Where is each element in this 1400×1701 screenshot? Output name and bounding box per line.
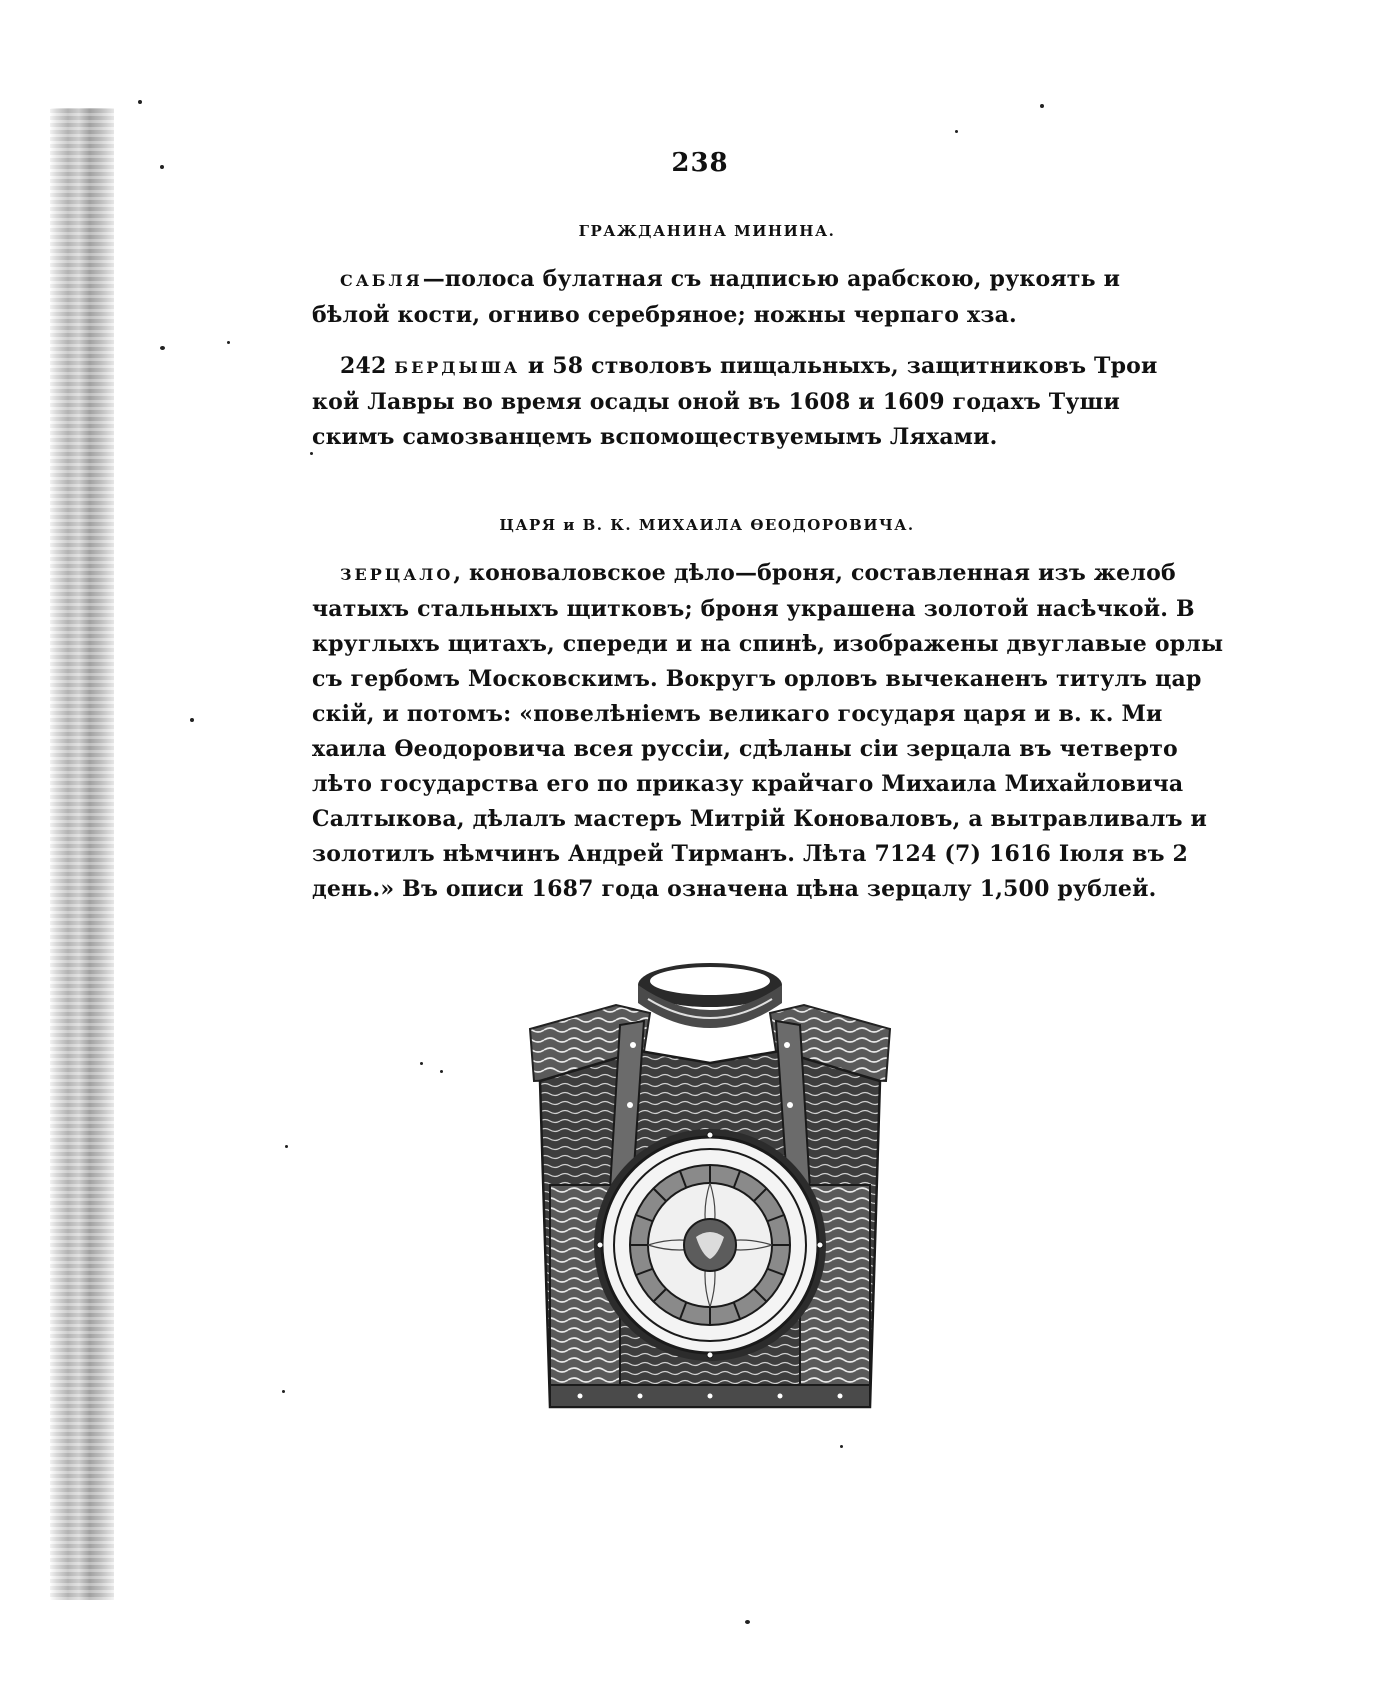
print-speck — [420, 1062, 423, 1065]
text-line — [312, 556, 1176, 592]
lead-word: ЗЕРЦАЛО — [340, 565, 454, 584]
text-line: Салтыкова, дѣлалъ мастеръ Митрій Коноваловъ, а вытравливалъ и — [312, 806, 1208, 832]
print-speck — [190, 718, 194, 722]
print-speck — [840, 1445, 843, 1448]
text-line: скимъ самозванцемъ вспомоществуемымъ Ляхами. — [312, 424, 998, 450]
page-number: 238 — [671, 148, 729, 178]
text-line: скій, и потомъ: «повелѣніемъ великаго государя царя и в. к. Ми — [312, 701, 1163, 727]
print-speck — [440, 1070, 443, 1073]
text-line: кой Лавры во время осады оной въ 1608 и 1609 годахъ Туши — [312, 389, 1120, 415]
text-line: лѣто государства его по приказу крайчаго Михаила Михайловича — [312, 771, 1184, 797]
book-binding-edge — [50, 108, 114, 1600]
line-text: , коноваловское дѣло—броня, составленная изъ желоб — [453, 560, 1176, 586]
line-text: и 58 стволовъ пищальныхъ, защитниковъ Трои — [520, 353, 1158, 379]
print-speck — [745, 1620, 750, 1624]
paragraph-sablya — [312, 262, 1121, 333]
print-speck — [138, 100, 142, 104]
text-line: золотилъ нѣмчинъ Андрей Тирманъ. Лѣта 7124 (7) 1616 Іюля въ 2 — [312, 841, 1189, 867]
line-text: —полоса булатная съ надписью арабскою, рукоять и — [422, 266, 1121, 292]
section-title: ЦАРЯ и В. К. МИХАИЛА ѲЕОДОРОВИЧА. — [499, 516, 915, 534]
text-line: бѣлой кости, огниво серебряное; ножны черпаго хза. — [312, 302, 1017, 328]
lead-word: БЕРДЫША — [394, 358, 521, 377]
paragraph-berdysh — [312, 349, 1158, 455]
print-speck — [160, 346, 165, 350]
text-line — [312, 349, 1158, 385]
text-line: съ гербомъ Московскимъ. Вокругъ орловъ вычеканенъ титулъ цар — [312, 666, 1202, 692]
print-speck — [955, 130, 958, 133]
text-line: круглыхъ щитахъ, спереди и на спинѣ, изображены двуглавые орлы — [312, 631, 1224, 657]
print-speck — [285, 1145, 288, 1148]
print-speck — [282, 1390, 285, 1393]
armour-engraving — [520, 955, 900, 1435]
section-title: ГРАЖДАНИНА МИНИНА. — [578, 222, 836, 240]
section-minin — [312, 222, 1158, 471]
paragraph-zertsalo — [312, 556, 1224, 907]
print-speck — [1040, 104, 1044, 108]
lead-word: САБЛЯ — [340, 271, 423, 290]
section-mikhail — [312, 516, 1224, 923]
text-line: чатыхъ стальныхъ щитковъ; броня украшена золотой насѣчкой. В — [312, 596, 1195, 622]
text-line: хаила Ѳеодоровича всея руссіи, сдѣланы сіи зерцала въ четверто — [312, 736, 1178, 762]
text-line: день.» Въ описи 1687 года означена цѣна зерцалу 1,500 рублей. — [312, 876, 1157, 902]
lead-number: 242 — [340, 353, 395, 379]
text-line — [312, 262, 1121, 298]
print-speck — [227, 341, 230, 344]
